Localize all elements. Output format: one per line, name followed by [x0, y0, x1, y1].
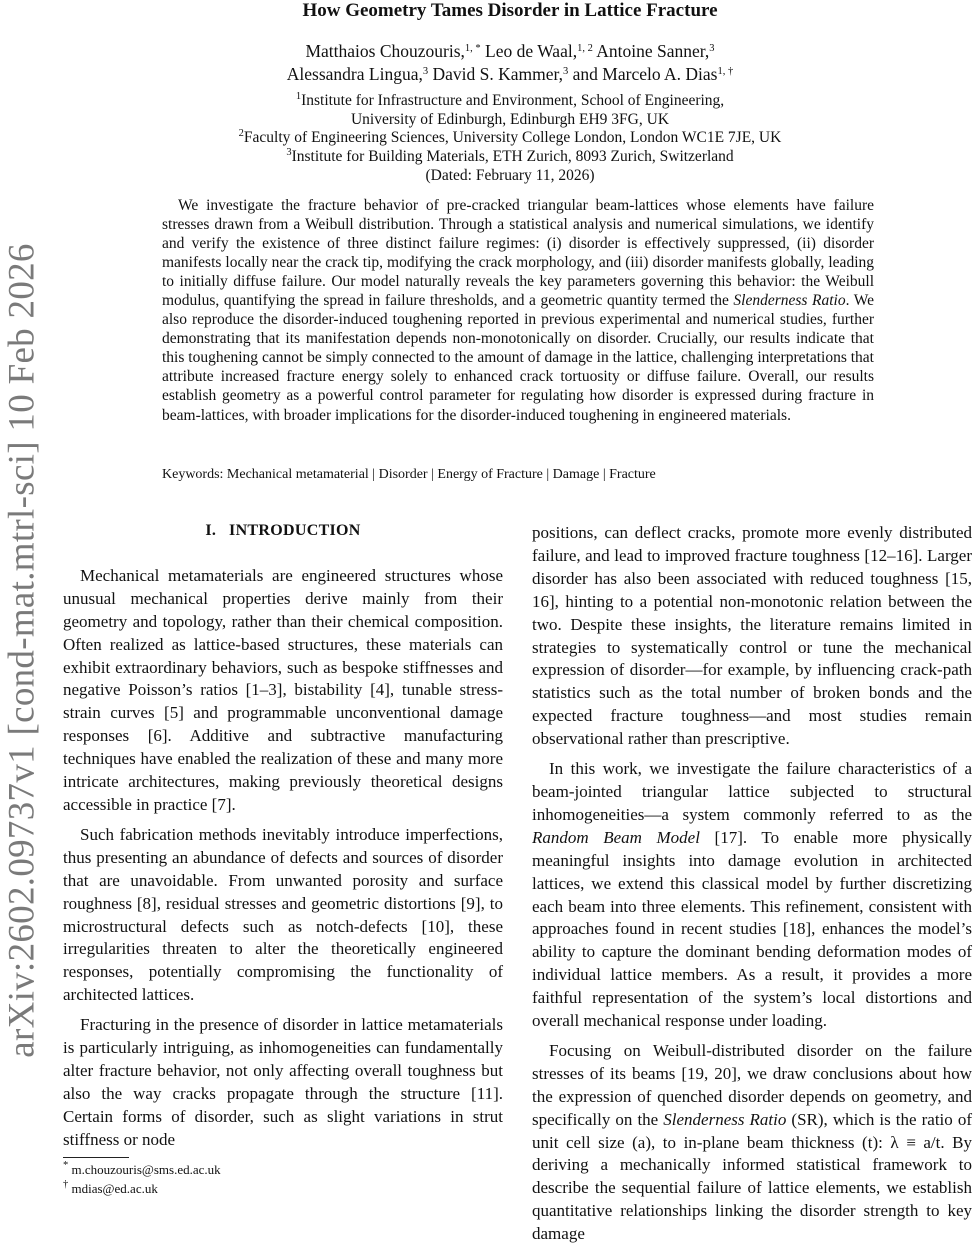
- slenderness-ratio-term: Slenderness Ratio: [663, 1109, 787, 1129]
- author-name: and Marcelo A. Dias: [572, 64, 718, 84]
- author-affiliation-mark: 3: [709, 43, 715, 54]
- author-line-1: [100, 40, 920, 63]
- footnote-corresponding-1: * m.chouzouris@sms.ed.ac.uk: [63, 1160, 221, 1177]
- author-name: Matthaios Chouzouris,: [305, 41, 465, 61]
- paragraph: Such fabrication methods inevitably introduce imperfections, thus presenting an abundance of defects and sources of disorder that are unavoidable. From unwanted porosity and surface roughness [8], residual stresses and geometric distortions [9], to microstructural defects such as notch-defects [10], these irregularities threaten to alter the theoretically engineered responses, potentially compromising the functionality of architected lattices.: [63, 824, 503, 1005]
- email-link[interactable]: m.chouzouris@sms.ed.ac.uk: [71, 1162, 221, 1177]
- author-affiliation-mark: 3: [563, 66, 569, 77]
- affiliation-1: $^1$Institute for Infrastructure and Environment, School of Engineering,: [295, 91, 725, 109]
- author-affiliation-mark: 3: [422, 66, 429, 77]
- author-name: Leo de Waal,: [485, 41, 578, 61]
- author-name: Alessandra Lingua,: [286, 64, 423, 84]
- arxiv-id-label: arXiv:2602.09737v1 [cond-mat.mtrl-sci] 10 Feb 2026: [1, 242, 43, 1058]
- date-line: (Dated: February 11, 2026): [425, 166, 595, 184]
- footnote-corresponding-2: † mdias@ed.ac.uk: [63, 1179, 158, 1196]
- affiliation-2: $^2$Faculty of Engineering Sciences, University College London, London WC1E 7JE, UK: [238, 128, 782, 147]
- email-link[interactable]: mdias@ed.ac.uk: [71, 1181, 158, 1196]
- left-column: [63, 520, 503, 1159]
- paragraph: positions, can deflect cracks, promote more evenly distributed failure, and lead to improved fracture toughness [12–16]. Larger disorder has also been associated with reduced toughness [15, 16], hinting to a potential non-monotonic relation between the two. Despite these insights, the literature remains limited in strategies to systematically control or tune the mechanical expression of disorder—for example, by influencing crack-path statistics such as the total number of broken bonds and the expected fracture toughness—and most studies remain observational rather than prescriptive.: [532, 523, 972, 749]
- footnote-divider: [63, 1157, 129, 1158]
- right-column: [532, 522, 972, 1253]
- author-affiliation-mark: 1, †: [717, 66, 734, 77]
- author-list: [100, 40, 920, 86]
- affiliations: [100, 92, 920, 186]
- paper-title: How Geometry Tames Disorder in Lattice Fracture: [302, 0, 718, 21]
- paragraph: Fracturing in the presence of disorder in lattice metamaterials is particularly intriguing, as inhomogeneities can fundamentally alter fracture behavior, not only affecting overall toughness but also the way cracks propagate through the structure [11]. Certain forms of disorder, such as slight variations in strut stiffness or node: [63, 1015, 503, 1149]
- paragraph: Focusing on Weibull-distributed disorder on the failure stresses of its beams [19, 20], we draw conclusions about how the expression of quenched disorder depends on geometry, and specifically on the Slenderness Ratio (SR), which is the ratio of unit cell size (a), to in-plane beam thickness (t): λ ≡ a/t. By deriving a mechanically informed statistical framework to describe the sequential failure of lattice elements, we establish quantitative relationships linking the disorder strength to key damage: [532, 1040, 972, 1244]
- arxiv-watermark: [0, 210, 44, 1090]
- author-line-2: [100, 63, 920, 86]
- keywords: Keywords: Mechanical metamaterial | Disorder | Energy of Fracture | Damage | Fracture: [162, 467, 656, 482]
- abstract: We investigate the fracture behavior of pre-cracked triangular beam-lattices whose elements have failure stresses drawn from a Weibull distribution. Through a statistical analysis and numerical simulations, we identify and verify the existence of three distinct failure regimes: (i) disorder is effectively suppressed, (ii) disorder manifests locally near the crack tip, modifying the crack morphology, and (iii) disorder manifests globally, leading to initially diffuse failure. Our model naturally reveals the key parameters governing this behavior: the Weibull modulus, quantifying the spread in failure thresholds, and a geometric quantity termed the Slenderness Ratio. We also reproduce the disorder-induced toughening reported in previous experimental and numerical studies, further demonstrating that its manifestation depends non-monotonically on disorder. Crucially, our results indicate that this toughening cannot be simply connected to the amount of damage in the lattice, challenging interpretations that attribute increased fracture energy solely to enhanced crack tortuosity or diffuse failure. Overall, our results establish geometry as a powerful control parameter for regulating how disorder is expressed during fracture in beam-lattices, with broader implications for the disorder-induced toughening in engineered materials.: [162, 197, 874, 424]
- paragraph: In this work, we investigate the failure characteristics of a beam-jointed triangular lattice subjected to structural inhomogeneities—a system commonly referred to as the Random Beam Model [17]. To enable more physically meaningful insights into damage evolution in architected lattices, we extend this classical model by further discretizing each beam into three elements. This refinement, consistent with approaches found in recent studies [18], enhances the model’s ability to capture the dominant bending deformation modes of individual lattice members. As a result, it provides a more faithful representation of the system’s local distortions and overall mechanical response under loading.: [532, 759, 972, 1031]
- author-affiliation-mark: 1, 2: [577, 43, 593, 54]
- slenderness-ratio-term: Slenderness Ratio: [733, 292, 846, 310]
- random-beam-model-term: Random Beam Model: [532, 827, 700, 847]
- affiliation-3: $^3$Institute for Building Materials, ETH Zurich, 8093 Zurich, Switzerland: [286, 147, 734, 166]
- affiliation-1-line-2: University of Edinburgh, Edinburgh EH9 3FG, UK: [350, 110, 670, 128]
- paragraph: Mechanical metamaterials are engineered structures whose unusual mechanical properties derive mainly from their geometry and topology, rather than their chemical composition. Often realized as lattice-based structures, these materials can exhibit extraordinary behaviors, such as bespoke stiffnesses and negative Poisson’s ratios [1–3], bistability [4], tunable stress-strain curves [5] and programmable unconventional damage responses [6]. Additive and subtractive manufacturing techniques have enabled the realization of these and many more intricate architectures, making previously theoretical designs accessible in practice [7].: [63, 565, 503, 814]
- author-name: Antoine Sanner,: [596, 41, 710, 61]
- footnotes: [63, 1160, 503, 1198]
- author-affiliation-mark: 1, *: [464, 43, 481, 54]
- section-heading: I. INTRODUCTION: [205, 522, 361, 539]
- author-name: David S. Kammer,: [432, 64, 564, 84]
